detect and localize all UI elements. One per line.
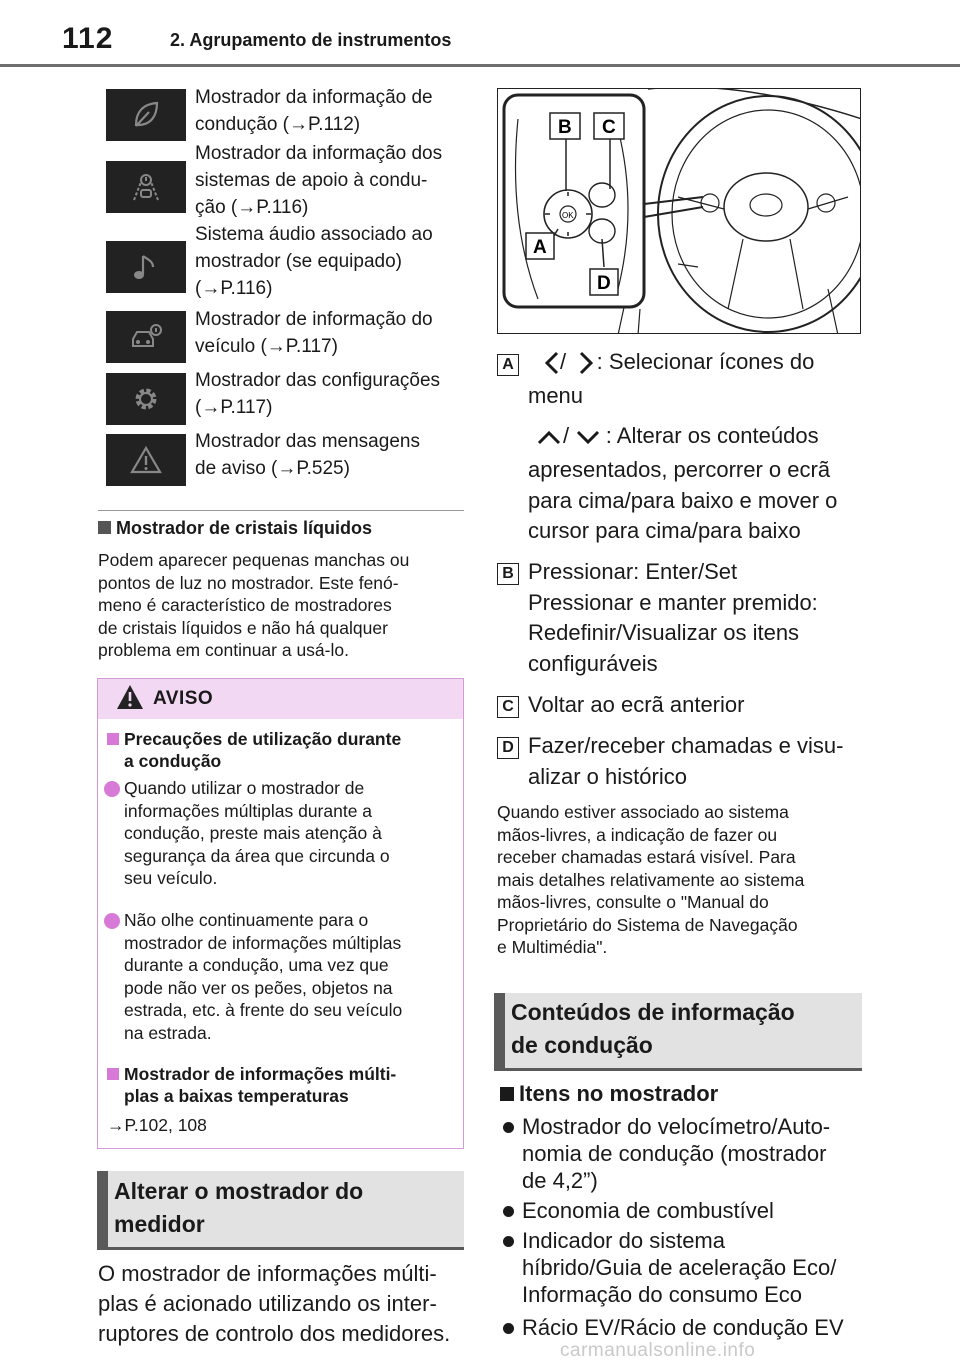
legend-d-text: Fazer/receber chamadas e visu- alizar o histórico [528, 733, 844, 789]
icon-desc-settings: Mostrador das configurações (→P.117) [195, 370, 441, 418]
handsfree-note: Quando estiver associado ao sistema mãos-livres, a indicação de fazer ou receber chamadas estará visível. Para mais detalhes relativamente ao sistema mãos-livres, consulte o "Manual do Proprietário do Sistema de Navegação e Multimédia". [497, 802, 805, 957]
icon-desc-assist: Mostrador da informação dos sistemas de apoio à condu- ção (→P.116) [195, 143, 443, 218]
item-speedometer: Mostrador do velocímetro/Auto- nomia de condução (mostrador de 4,2”) [522, 1114, 831, 1193]
steering-wheel-illustration [498, 89, 861, 334]
bullet-dot-icon [503, 1236, 514, 1247]
callout-a: A [533, 237, 547, 258]
item-fuel-economy: Economia de combustível [522, 1198, 774, 1223]
legend-a-line-3: / : Alterar os conteúdos [563, 423, 819, 448]
square-bullet-icon [500, 1087, 514, 1101]
icon-desc-audio: Sistema áudio associado ao mostrador (se equipado) (→P.116) [195, 224, 433, 299]
warning-paragraph-2: Não olhe continuamente para o mostrador de informações múltiplas durante a condução, uma vez que pode não ver os peões, objetos na estrada, etc. à frente do seu veículo na estrada. [124, 910, 403, 1043]
items-subheading: Itens no mostrador [500, 1080, 718, 1107]
square-bullet-icon [107, 1068, 119, 1080]
callout-c: C [602, 117, 616, 138]
item-ev-ratio: Rácio EV/Rácio de condução EV [522, 1315, 844, 1340]
chapter-title: 2. Agrupamento de instrumentos [170, 30, 452, 50]
driver-assist-icon [106, 161, 186, 213]
legend-a-line-1: / : Selecionar ícones do [560, 349, 815, 374]
warning-reference: →P.102, 108 [107, 1115, 207, 1135]
vehicle-info-icon [106, 311, 186, 363]
callout-d: D [597, 273, 611, 294]
section-heading-driving-info: Conteúdos de informação de condução [494, 993, 862, 1068]
callout-b: B [558, 117, 572, 138]
table-rule [98, 510, 464, 511]
section-rule [494, 1068, 862, 1071]
icon-desc-vehicle: Mostrador de informação do veículo (→P.117) [195, 309, 433, 357]
section-rule [97, 1247, 464, 1250]
gear-icon [106, 373, 186, 425]
chevron-up-icon [536, 428, 562, 446]
warning-paragraph-1: Quando utilizar o mostrador de informações múltiplas durante a condução, preste mais atenção à segurança da área que circunda o seu veículo. [124, 778, 390, 888]
item-hybrid-indicator: Indicador do sistema híbrido/Guia de aceleração Eco/ Informação do consumo Eco [522, 1228, 837, 1307]
icon-desc-driving-info: Mostrador da informação de condução (→P.112) [195, 87, 433, 135]
warning-triangle-icon [106, 434, 186, 486]
legend-label-d: D [497, 737, 519, 759]
legend-a-line-2: menu [528, 383, 584, 408]
bullet-dot-icon [503, 1122, 514, 1133]
lcd-heading: Mostrador de cristais líquidos [98, 518, 372, 539]
legend-label-b: B [497, 563, 519, 585]
bullet-dot-icon [104, 913, 120, 929]
steering-switch-figure [497, 88, 861, 334]
page-number: 112 [62, 22, 114, 55]
section-heading-change-display: Alterar o mostrador do medidor [97, 1171, 464, 1247]
warning-heading-driving: Precauções de utilização durante a condução [107, 728, 401, 772]
header-rule [0, 64, 960, 67]
warning-title: AVISO [153, 688, 214, 709]
legend-label-c: C [497, 696, 519, 718]
square-bullet-icon [107, 733, 119, 745]
leaf-icon [106, 89, 186, 141]
icon-desc-warnings: Mostrador das mensagens de aviso (→P.525) [195, 431, 420, 479]
warning-heading-temperature: Mostrador de informações múlti- plas a baixas temperaturas [107, 1063, 396, 1107]
bullet-dot-icon [104, 781, 120, 797]
watermark: carmanualsonline.info [560, 1340, 756, 1361]
legend-c-text: Voltar ao ecrã anterior [528, 692, 745, 717]
square-bullet-icon [98, 521, 111, 534]
legend-a-lines: apresentados, percorrer o ecrã para cima/para baixo e mover o cursor para cima/para baixo [528, 457, 838, 543]
caution-icon [116, 684, 144, 710]
ok-button-label: OK [562, 211, 574, 220]
lcd-body: Podem aparecer pequenas manchas ou pontos de luz no mostrador. Este fenó- meno é característico de mostradores de cristais líquidos e não há qualquer problema em continuar a usá-lo. [98, 550, 410, 660]
music-note-icon [106, 241, 186, 293]
legend-b-text: Pressionar: Enter/Set Pressionar e manter premido: Redefinir/Visualizar os itens configuráveis [528, 559, 818, 676]
bullet-dot-icon [503, 1206, 514, 1217]
legend-label-a: A [497, 354, 519, 376]
change-display-body: O mostrador de informações múlti- plas é acionado utilizando os inter- ruptores de controlo dos medidores. [98, 1261, 451, 1346]
bullet-dot-icon [503, 1323, 514, 1334]
